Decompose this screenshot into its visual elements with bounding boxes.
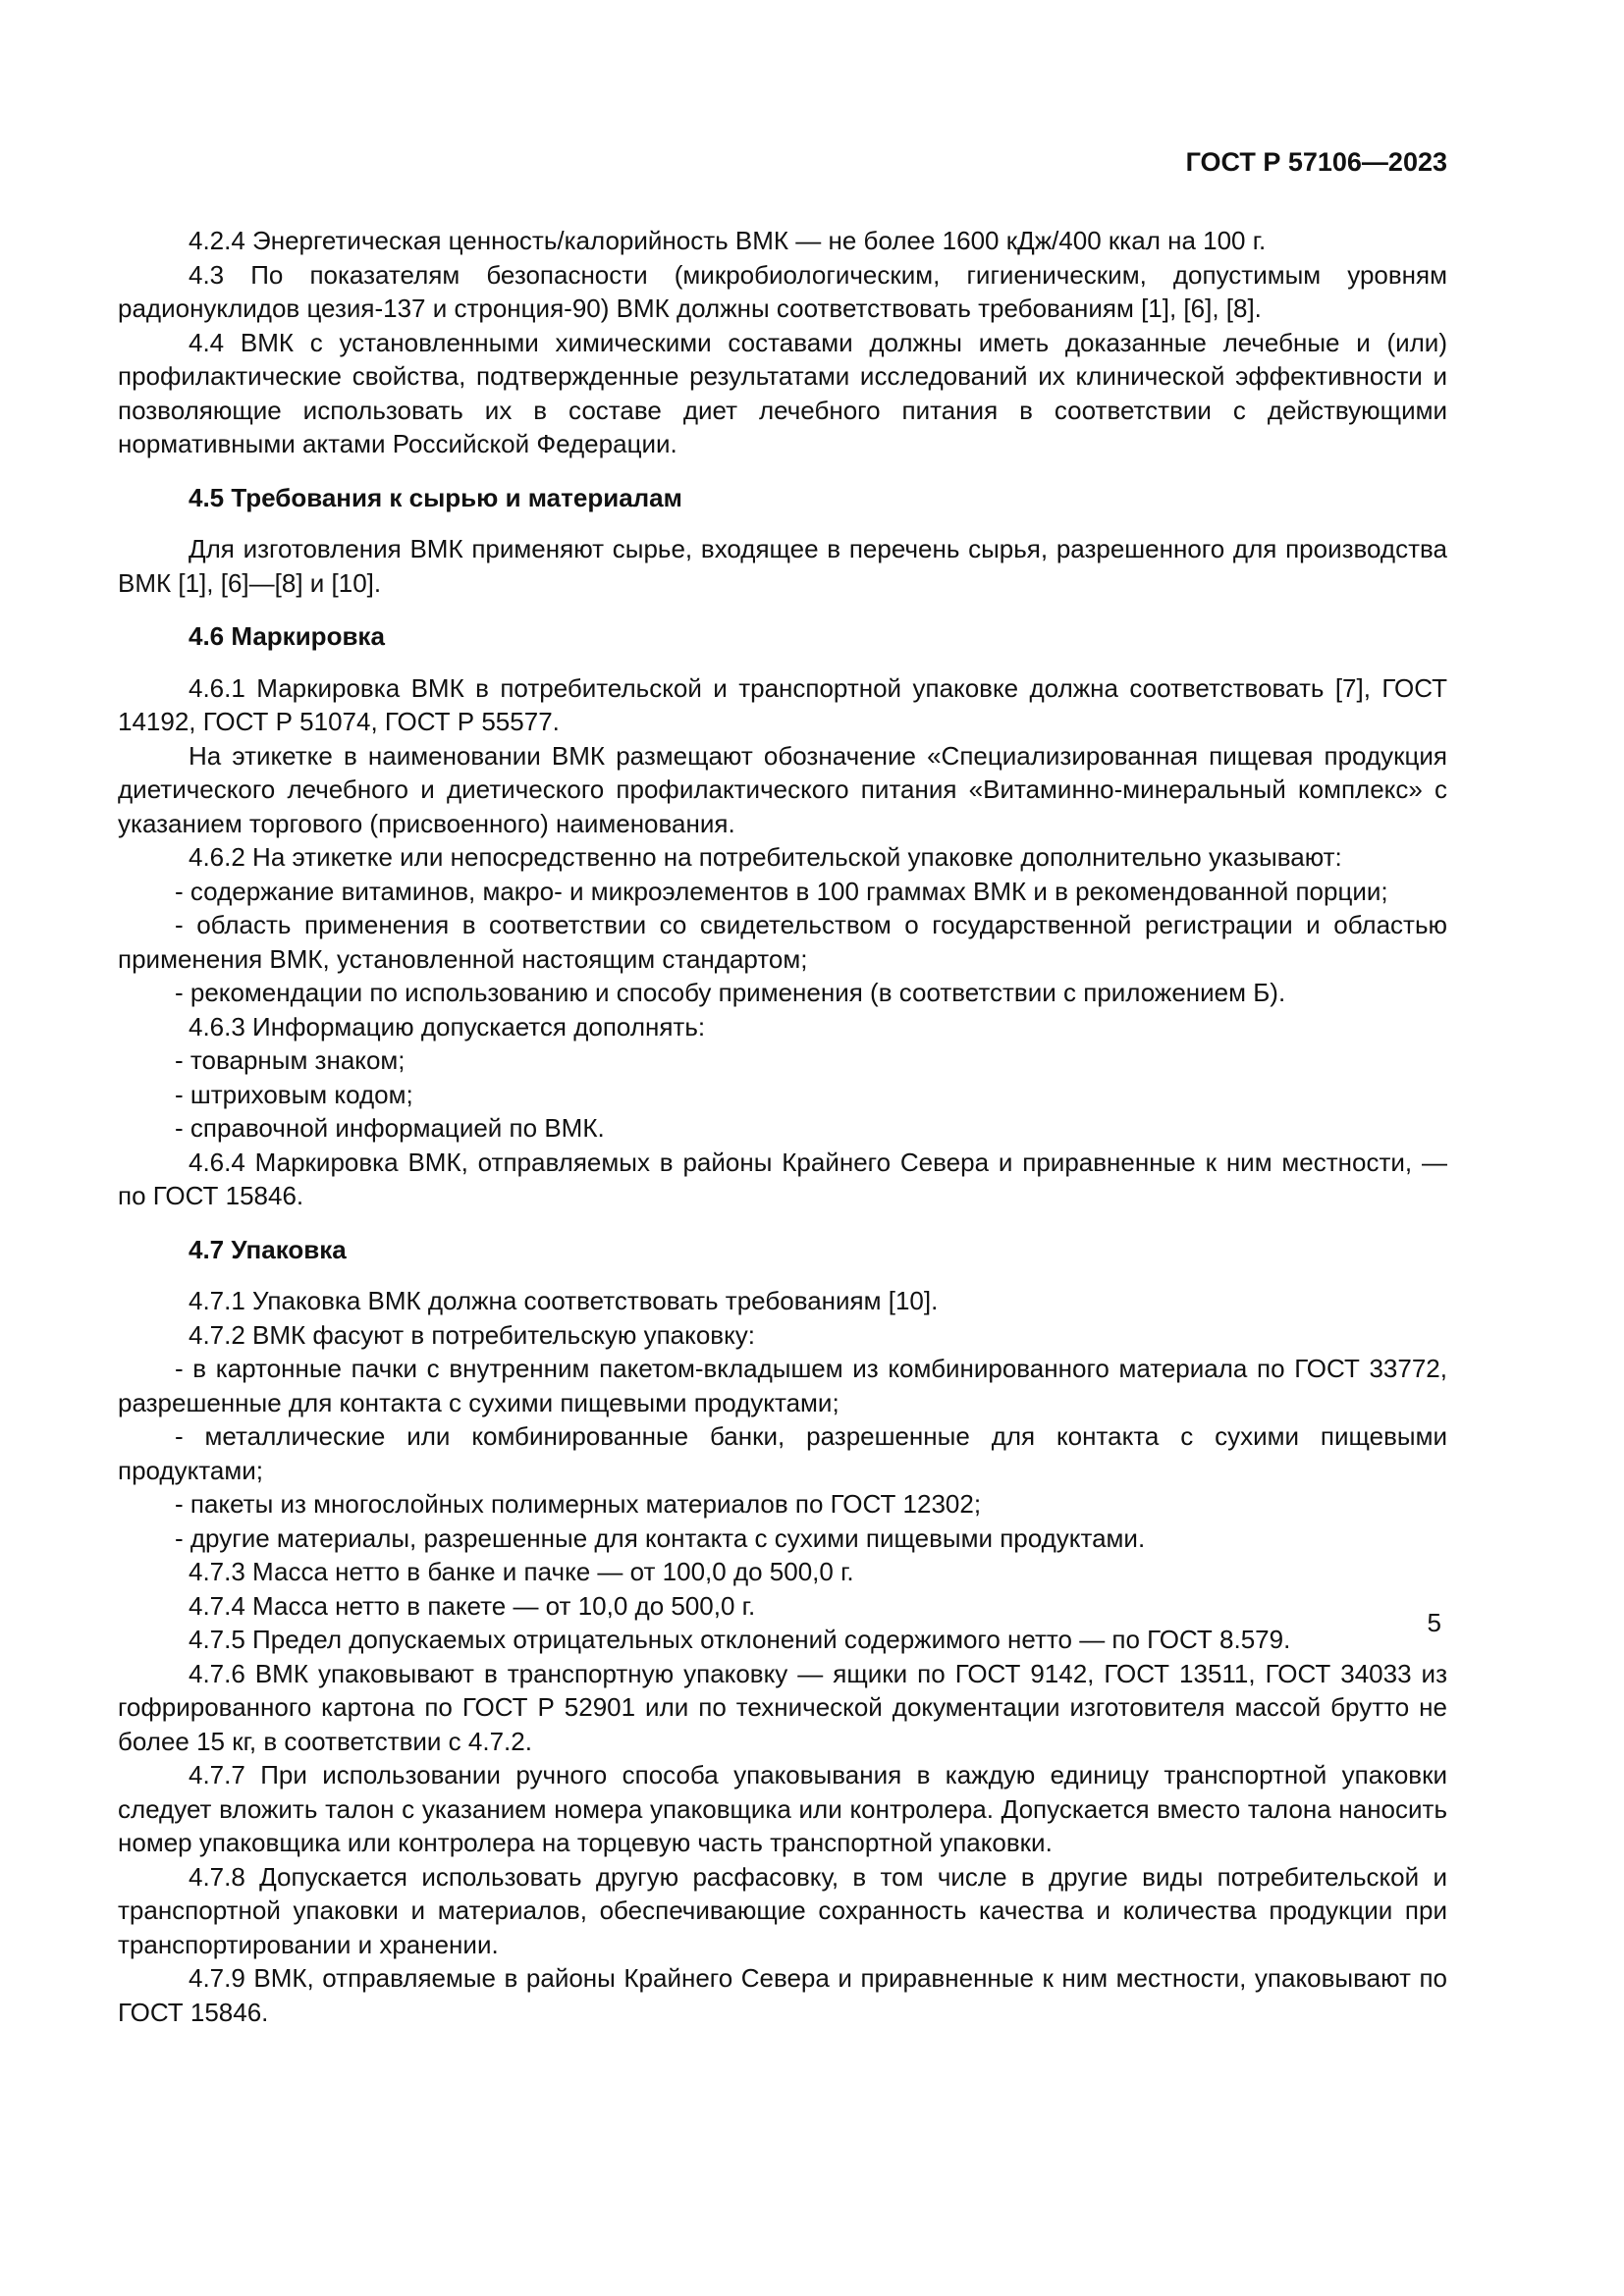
section-heading-4-6: 4.6 Маркировка	[189, 621, 385, 651]
list-item: - пакеты из многослойных полимерных материалов по ГОСТ 12302;	[175, 1489, 982, 1519]
paragraph-label-designation: На этикетке в наименовании ВМК размещают обозначение «Специализированная пищевая продукция диетического лечебного и диетического профилактического питания «Витаминно-минеральный комплекс» с указанием торгового (присвоенного) наименования.	[118, 740, 1447, 838]
paragraph-4-7-2: 4.7.2 ВМК фасуют в потребительскую упаковку:	[189, 1319, 755, 1350]
paragraph-4-4: 4.4 ВМК с установленными химическими составами должны иметь доказанные лечебные и (или) профилактические свойства, подтвержденные результатами исследований их клинической эффективности и позволяющие использовать их в составе диет лечебного питания в соответствии с действующими нормативными актами Российской Федерации.	[118, 327, 1447, 458]
list-item: - содержание витаминов, макро- и микроэлементов в 100 граммах ВМК и в рекомендованной порции;	[175, 876, 1388, 906]
page-number: 5	[1427, 1608, 1441, 1637]
paragraph-4-7-7: 4.7.7 При использовании ручного способа упаковывания в каждую единицу транспортной упаковки следует вложить талон с указанием номера упаковщика или контролера. Допускается вместо талона наносить номер упаковщика или контролера на торцевую часть транспортной упаковки.	[118, 1760, 1447, 1857]
document-id-header: ГОСТ Р 57106—2023	[1185, 147, 1447, 177]
list-item: - металлические или комбинированные банки, разрешенные для контакта с сухими пищевыми продуктами;	[118, 1421, 1447, 1485]
list-item: - штриховым кодом;	[175, 1079, 413, 1109]
paragraph-4-6-4: 4.6.4 Маркировка ВМК, отправляемых в районы Крайнего Севера и приравненные к ним местности, — по ГОСТ 15846.	[118, 1147, 1447, 1210]
paragraph-4-7-1: 4.7.1 Упаковка ВМК должна соответствовать требованиям [10].	[189, 1286, 939, 1315]
paragraph-4-7-3: 4.7.3 Масса нетто в банке и пачке — от 100,0 до 500,0 г.	[189, 1557, 854, 1586]
list-item: - в картонные пачки с внутренним пакетом-вкладышем из комбинированного материала по ГОСТ 33772, разрешенные для контакта с сухими пищевыми продуктами;	[118, 1354, 1447, 1417]
list-item: - товарным знаком;	[175, 1045, 406, 1075]
paragraph-4-7-5: 4.7.5 Предел допускаемых отрицательных отклонений содержимого нетто — по ГОСТ 8.579.	[189, 1625, 1291, 1654]
paragraph-4-6-3: 4.6.3 Информацию допускается дополнять:	[189, 1011, 706, 1041]
paragraph-raw-materials: Для изготовления ВМК применяют сырье, входящее в перечень сырья, разрешенного для производства ВМК [1], [6]—[8] и [10].	[118, 534, 1447, 598]
document-body	[118, 224, 1447, 2029]
paragraph-4-7-4: 4.7.4 Масса нетто в пакете — от 10,0 до 500,0 г.	[189, 1590, 756, 1621]
paragraph-4-2-4: 4.2.4 Энергетическая ценность/калорийность ВМК — не более 1600 кДж/400 ккал на 100 г.	[189, 226, 1267, 255]
paragraph-4-7-8: 4.7.8 Допускается использовать другую расфасовку, в том числе в другие виды потребительской и транспортной упаковки и материалов, обеспечивающие сохранность качества и количества продукции при транспортировании и хранении.	[118, 1861, 1447, 1959]
paragraph-4-6-2: 4.6.2 На этикетке или непосредственно на потребительской упаковке дополнительно указывают:	[189, 842, 1342, 872]
paragraph-4-6-1: 4.6.1 Маркировка ВМК в потребительской и транспортной упаковке должна соответствовать [7], ГОСТ 14192, ГОСТ Р 51074, ГОСТ Р 55577.	[118, 672, 1447, 736]
list-item: - справочной информацией по ВМК.	[175, 1113, 605, 1143]
list-item: - рекомендации по использованию и способу применения (в соответствии с приложением Б).	[175, 978, 1286, 1007]
paragraph-4-3: 4.3 По показателям безопасности (микробиологическим, гигиеническим, допустимым уровням радионуклидов цезия-137 и стронция-90) ВМК должны соответствовать требованиям [1], [6], [8].	[118, 259, 1447, 323]
section-heading-4-7: 4.7 Упаковка	[189, 1234, 347, 1264]
section-heading-4-5: 4.5 Требования к сырью и материалам	[189, 482, 682, 512]
list-item: - область применения в соответствии со свидетельством о государственной регистрации и областью применения ВМК, установленной настоящим стандартом;	[118, 910, 1447, 974]
paragraph-4-7-9: 4.7.9 ВМК, отправляемые в районы Крайнего Севера и приравненные к ним местности, упаковывают по ГОСТ 15846.	[118, 1963, 1447, 2027]
paragraph-4-7-6: 4.7.6 ВМК упаковывают в транспортную упаковку — ящики по ГОСТ 9142, ГОСТ 13511, ГОСТ 34033 из гофрированного картона по ГОСТ Р 52901 или по технической документации изготовителя массой брутто не более 15 кг, в соответствии с 4.7.2.	[118, 1658, 1447, 1756]
list-item: - другие материалы, разрешенные для контакта с сухими пищевыми продуктами.	[175, 1522, 1146, 1553]
